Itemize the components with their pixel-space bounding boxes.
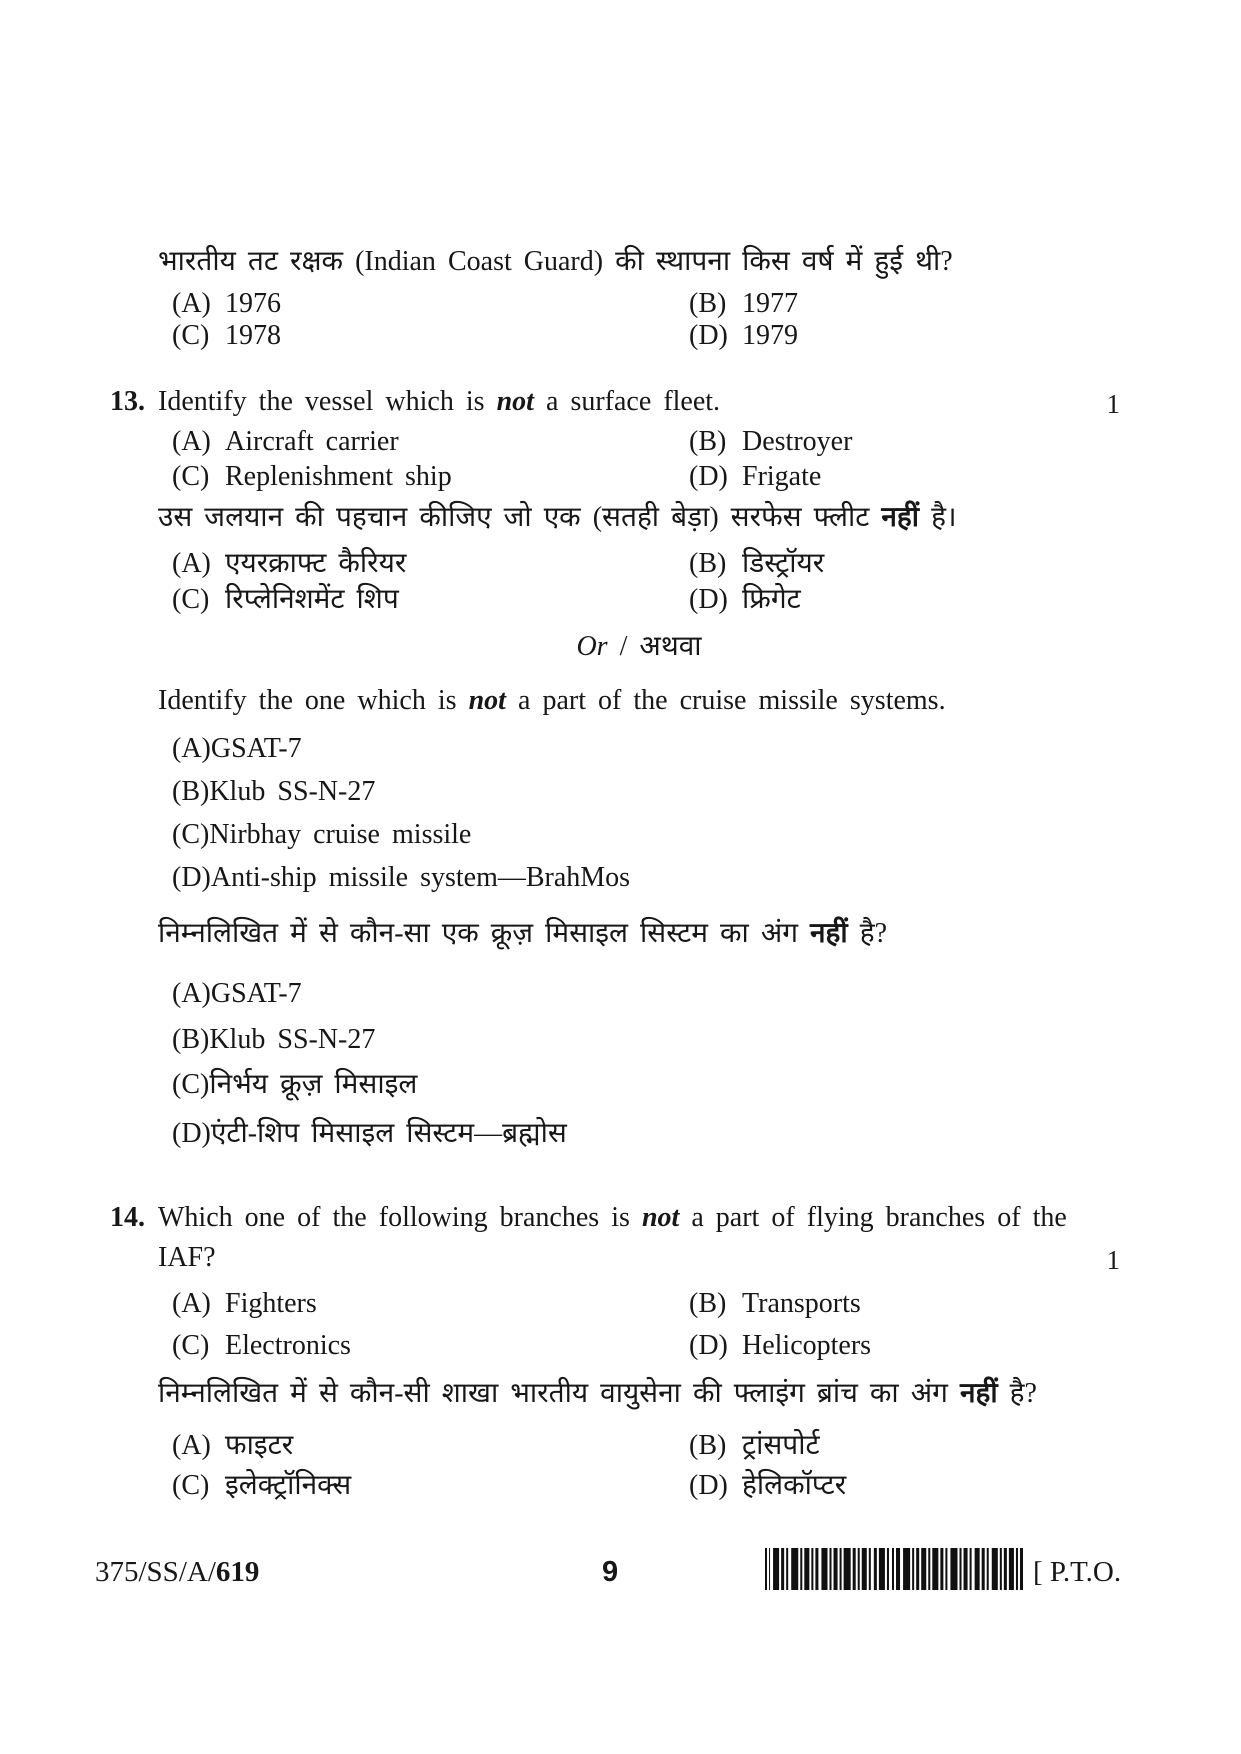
- option-label: (A): [172, 978, 211, 1009]
- option-text: एयरक्राफ्ट कैरियर: [225, 548, 407, 579]
- option-text: फाइटर: [225, 1430, 294, 1461]
- question-12-hindi-block: [158, 244, 1120, 352]
- option-a: [172, 1428, 689, 1464]
- option-label: (C): [172, 1330, 210, 1361]
- question-14-block: [110, 1200, 1120, 1504]
- option-label: (D): [689, 461, 728, 492]
- option-label: (B): [172, 1024, 210, 1055]
- barcode: [765, 1548, 1023, 1590]
- paper-code-prefix: 375/SS/A/: [95, 1556, 216, 1588]
- question-text-post: a part of the cruise missile systems.: [505, 685, 946, 716]
- question-text-pre: उस जलयान की पहचान कीजिए जो एक (सतही बेड़ा) सरफेस फ्लीट: [158, 502, 882, 533]
- question-14-options-english: [158, 1286, 1120, 1363]
- question-text-post: a part of flying branches of the: [679, 1202, 1067, 1233]
- paper-code-bold: 619: [215, 1556, 260, 1588]
- option-text: Replenishment ship: [225, 461, 452, 492]
- option-text: एंटी-शिप मिसाइल सिस्टम—ब्रह्मोस: [210, 1118, 567, 1149]
- option-label: (D): [172, 1118, 211, 1149]
- question-14-english-line2: [158, 1240, 1120, 1276]
- option-label: (B): [689, 1430, 727, 1461]
- option-text: Helicopters: [742, 1330, 872, 1361]
- question-text-post: है?: [997, 1378, 1037, 1409]
- option-label: (D): [689, 1330, 728, 1361]
- option-text: निर्भय क्रूज़ मिसाइल: [209, 1069, 418, 1100]
- question-text: भारतीय तट रक्षक (Indian Coast Guard) की स्थापना किस वर्ष में हुई थी?: [158, 246, 953, 277]
- option-d: [689, 459, 1120, 494]
- marks-badge: 1: [1106, 389, 1120, 419]
- option-label: (C): [172, 1069, 210, 1100]
- option-c: [172, 1468, 689, 1504]
- option-text: Frigate: [742, 461, 822, 492]
- page-number: 9: [602, 1556, 619, 1588]
- question-text-pre: Identify the vessel which is: [158, 386, 497, 417]
- question-number: 13.: [110, 386, 145, 417]
- option-b: [689, 424, 1120, 459]
- question-number: 14.: [110, 1202, 145, 1233]
- question-text-emphasis: not: [496, 386, 534, 417]
- question-text: IAF?: [158, 1242, 216, 1273]
- option-text: Aircraft carrier: [225, 426, 399, 457]
- question-text-emphasis: not: [641, 1202, 680, 1233]
- option-a: [172, 288, 689, 320]
- option-text: Electronics: [225, 1330, 351, 1361]
- option-text: Klub SS-N-27: [209, 1024, 376, 1055]
- or-hindi: / अथवा: [607, 631, 702, 662]
- option-label: (A): [172, 1288, 211, 1319]
- option-text: डिस्ट्रॉयर: [742, 548, 825, 579]
- option-text: 1978: [225, 320, 281, 351]
- alt-option-d-hindi: [158, 1116, 1120, 1152]
- option-label: (A): [172, 1430, 211, 1461]
- option-label: (A): [172, 733, 211, 764]
- option-text: 1979: [742, 320, 798, 351]
- option-text: Fighters: [225, 1288, 317, 1319]
- option-c: [172, 1328, 689, 1363]
- option-label: (D): [689, 584, 728, 615]
- question-text-pre: निम्नलिखित में से कौन-सा एक क्रूज़ मिसाइल सिस्टम का अंग: [158, 918, 811, 949]
- option-label: (B): [689, 1288, 727, 1319]
- question-text-post: है?: [847, 918, 888, 949]
- option-label: (A): [172, 426, 211, 457]
- question-text-post: है।: [919, 502, 957, 533]
- question-13-alt-english: [158, 684, 1120, 718]
- question-text-emphasis: नहीं: [881, 502, 920, 533]
- question-13-block: [110, 384, 1120, 1152]
- question-text-emphasis: नहीं: [810, 918, 848, 949]
- option-label: (B): [689, 288, 727, 319]
- question-text-pre: निम्नलिखित में से कौन-सी शाखा भारतीय वायुसेना की फ्लाइंग ब्रांच का अंग: [158, 1378, 960, 1409]
- question-13-alt-hindi: [158, 916, 1120, 952]
- option-label: (D): [689, 320, 728, 351]
- option-d: [689, 1328, 1120, 1363]
- alt-option-a-hindi: [158, 976, 1120, 1012]
- option-text: ट्रांसपोर्ट: [742, 1430, 820, 1461]
- alt-option-c-hindi: [158, 1067, 1120, 1103]
- question-12-hindi-text: [158, 244, 1120, 280]
- or-english: Or: [576, 631, 608, 662]
- option-text: 1976: [225, 288, 281, 319]
- alt-option-c: [158, 818, 1120, 852]
- question-text-pre: Identify the one which is: [158, 685, 469, 716]
- question-13-options-english: [158, 424, 1120, 494]
- option-c: [172, 582, 689, 618]
- option-b: [689, 288, 1120, 320]
- option-a: [172, 546, 689, 582]
- alt-option-a: [158, 732, 1120, 766]
- option-b: [689, 546, 1120, 582]
- option-d: [689, 320, 1120, 352]
- option-text: रिप्लेनिशमेंट शिप: [225, 584, 399, 615]
- alt-option-b-hindi: [158, 1022, 1120, 1058]
- question-12-options: [158, 288, 1120, 352]
- option-label: (B): [689, 426, 727, 457]
- question-text-pre: Which one of the following branches is: [158, 1202, 642, 1233]
- option-d: [689, 582, 1120, 618]
- option-c: [172, 320, 689, 352]
- or-separator: [158, 630, 1120, 664]
- paper-code: [95, 1556, 259, 1589]
- question-text-post: a surface fleet.: [533, 386, 721, 417]
- option-label: (D): [172, 862, 211, 893]
- alt-option-d: [158, 861, 1120, 895]
- option-label: (B): [689, 548, 727, 579]
- option-a: [172, 1286, 689, 1321]
- option-a: [172, 424, 689, 459]
- question-14-options-hindi: [158, 1428, 1120, 1504]
- question-text-emphasis: not: [468, 685, 506, 716]
- option-label: (A): [172, 288, 211, 319]
- question-14-hindi: [158, 1376, 1120, 1412]
- option-text: हेलिकॉप्टर: [742, 1470, 847, 1501]
- option-text: 1977: [742, 288, 798, 319]
- option-b: [689, 1428, 1120, 1464]
- question-14-english-line1: [110, 1200, 1120, 1236]
- option-text: Transports: [742, 1288, 861, 1319]
- option-label: (C): [172, 819, 210, 850]
- option-d: [689, 1468, 1120, 1504]
- option-c: [172, 459, 689, 494]
- option-text: Klub SS-N-27: [209, 776, 376, 807]
- option-label: (B): [172, 776, 210, 807]
- option-label: (C): [172, 320, 210, 351]
- option-b: [689, 1286, 1120, 1321]
- marks-badge: 1: [1106, 1245, 1120, 1275]
- option-text: GSAT-7: [210, 733, 302, 764]
- question-text-emphasis: नहीं: [959, 1378, 998, 1409]
- option-text: Nirbhay cruise missile: [209, 819, 472, 850]
- option-text: GSAT-7: [210, 978, 302, 1009]
- option-label: (D): [689, 1470, 728, 1501]
- pto-label: [ P.T.O.: [1033, 1556, 1122, 1588]
- option-text: फ्रिगेट: [742, 584, 801, 615]
- option-label: (C): [172, 461, 210, 492]
- option-label: (C): [172, 1470, 210, 1501]
- question-13-options-hindi: [158, 546, 1120, 618]
- alt-option-b: [158, 775, 1120, 809]
- question-13-english: [110, 384, 1120, 420]
- option-text: Anti-ship missile system—BrahMos: [210, 862, 631, 893]
- question-13-hindi: [158, 500, 1120, 536]
- option-text: Destroyer: [742, 426, 853, 457]
- option-label: (A): [172, 548, 211, 579]
- option-text: इलेक्ट्रॉनिक्स: [225, 1470, 352, 1501]
- option-label: (C): [172, 584, 210, 615]
